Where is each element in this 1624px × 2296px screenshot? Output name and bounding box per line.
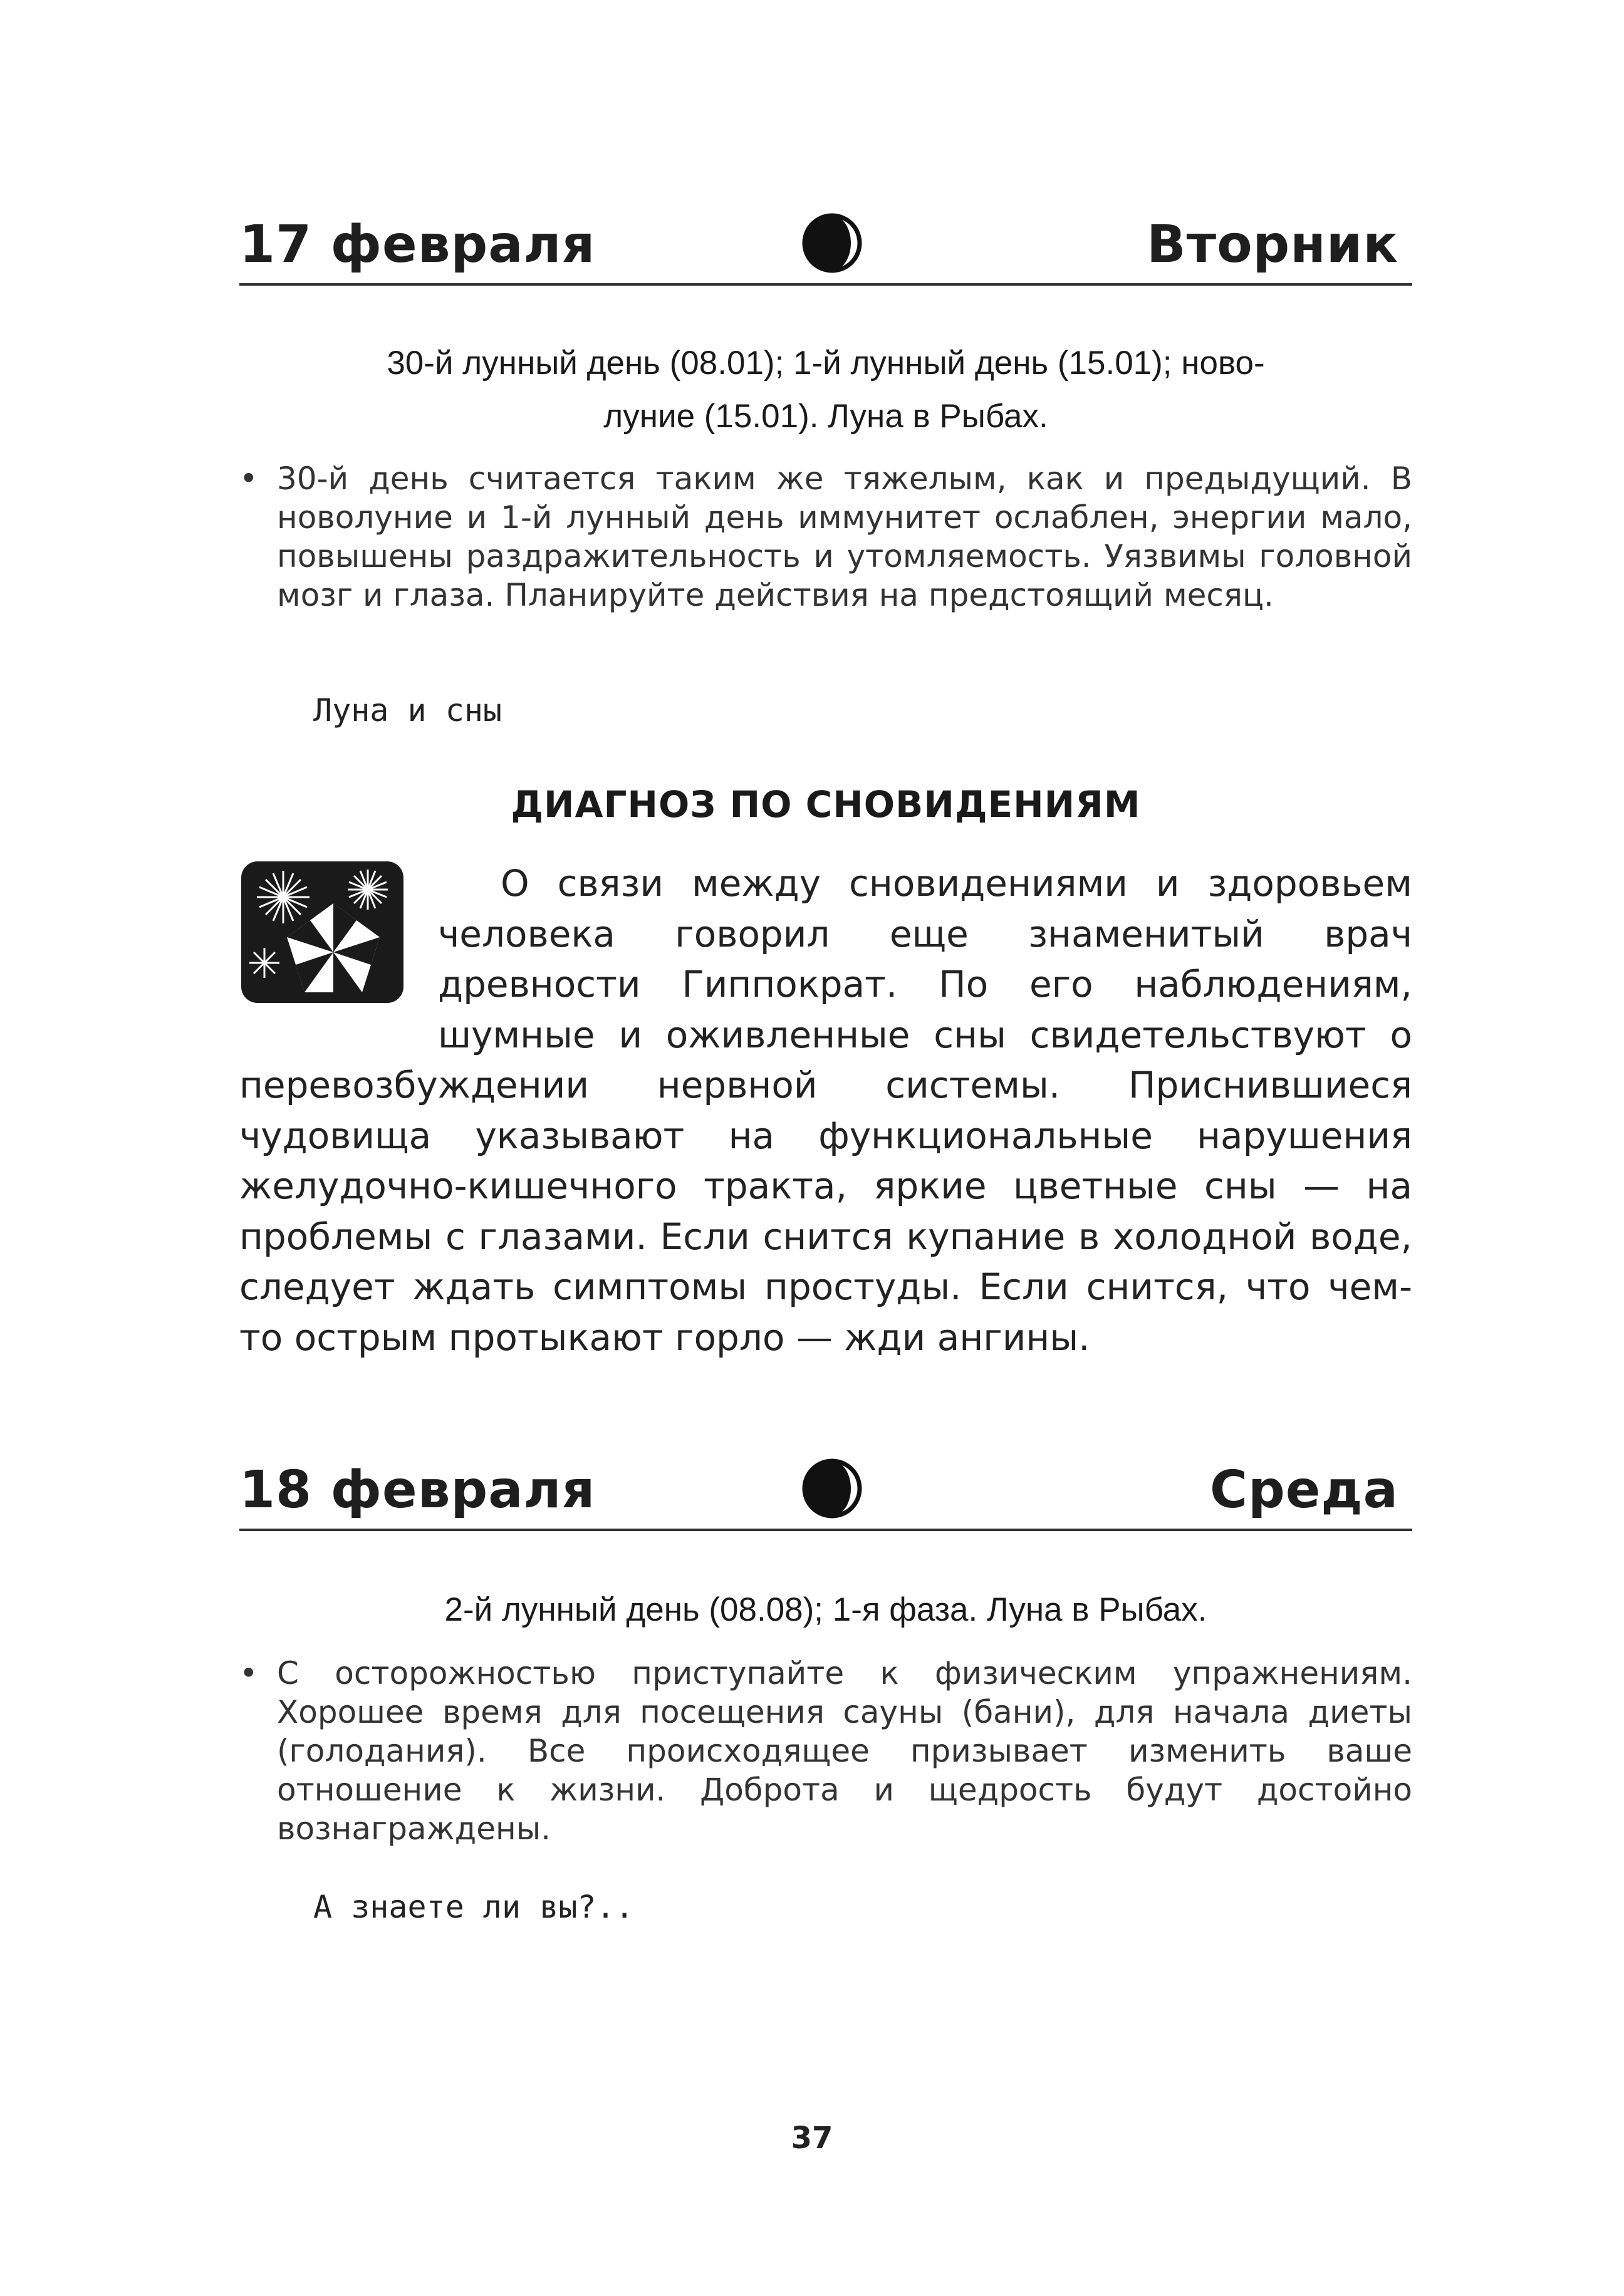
article-text bbox=[239, 858, 1412, 1363]
page-number: 37 bbox=[791, 2121, 833, 2156]
day-weekday: Среда bbox=[1209, 1460, 1398, 1520]
moon-phase-icon bbox=[801, 1457, 863, 1520]
lunar-line: луние (15.01). Луна в Рыбах. bbox=[603, 398, 1048, 435]
day-header-18 bbox=[239, 1460, 1412, 1531]
day-date: 18 февраля bbox=[239, 1460, 596, 1520]
description-text: 30-й день считается таким же тяжелым, как и предыдущий. В новолуние и 1-й лунный день иммунитет ослаблен, энергии мало, повышены раздражительность и утомляемость. Уязвимы головной мозг и глаза. Планируйте действия на предстоящий месяц. bbox=[277, 460, 1412, 613]
article-body: О связи между сновидениями и здоровьем человека говорил еще знаменитый врач древности Гиппократ. По его наблюдениям, шумные и оживленные сны свидетельствуют о перевозбуждении нервной системы. Приснившиеся чудовища указывают на функциональные нарушения желудочно-кишечного тракта, яркие цветные сны — на проблемы с глазами. Если снится купание в холодной воде, следует ждать симптомы простуды. Если снится, что чем-то острым протыкают горло — жди ангины. bbox=[239, 862, 1412, 1359]
stars-pentagon-icon bbox=[239, 860, 405, 1005]
day-date: 17 февраля bbox=[239, 215, 596, 274]
day-description bbox=[239, 1654, 1412, 1848]
moon-phase-icon bbox=[801, 212, 863, 274]
day-weekday: Вторник bbox=[1147, 215, 1398, 274]
footer-section-label: А знаете ли вы?.. bbox=[313, 1889, 634, 1925]
lunar-info bbox=[239, 1583, 1412, 1636]
lunar-line: 2-й лунный день (08.08); 1-я фаза. Луна в Рыбах. bbox=[444, 1591, 1207, 1628]
section-title: ДИАГНОЗ ПО СНОВИДЕНИЯМ bbox=[511, 783, 1141, 826]
bullet-dot: • bbox=[239, 460, 258, 497]
lunar-info bbox=[239, 336, 1412, 443]
day-header-17 bbox=[239, 214, 1412, 286]
day-description bbox=[239, 459, 1412, 615]
lunar-line: 30-й лунный день (08.01); 1-й лунный день (15.01); ново- bbox=[387, 345, 1265, 382]
description-text: С осторожностью приступайте к физическим упражнениям. Хорошее время для посещения сауны (бани), для начала диеты (голодания). Все происходящее призывает изменить ваше отношение к жизни. Доброта и щедрость будут достойно вознаграждены. bbox=[277, 1655, 1412, 1847]
section-label: Луна и сны bbox=[313, 692, 502, 729]
bullet-dot: • bbox=[239, 1655, 258, 1691]
